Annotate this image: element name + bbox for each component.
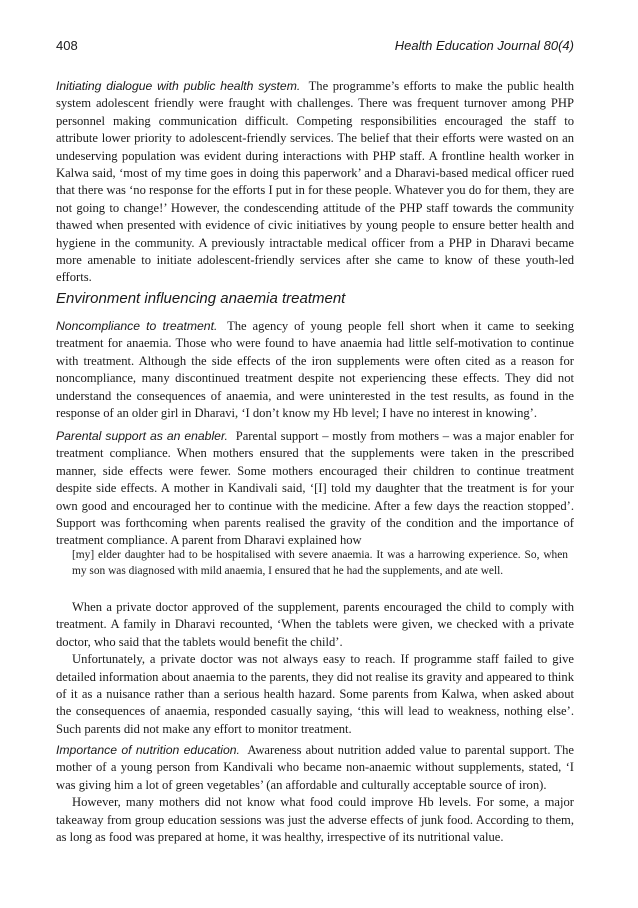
parental-block [56,428,574,550]
private-doctor-paragraph: When a private doctor approved of the supplement, parents encouraged the child to comply with treatment. A family in Dharavi recounted, ‘When the tablets were given, we checked with a private doctor, who said that the tablets would benefit the child’. [56,600,574,649]
section-heading-environment: Environment influencing anaemia treatment [56,290,346,307]
dialogue-block [56,78,574,287]
block-quote: [my] elder daughter had to be hospitalised with severe anaemia. It was a harrowing experience. So, when my son was diagnosed with mild anaemia, I ensured that he had the supplements, and ate well. [72,549,568,578]
mothers-paragraph: However, many mothers did not know what food could improve Hb levels. For some, a major takeaway from group education sessions was just the adverse effects of junk food. According to them, as long as food was prepared at home, it was healthy, irrespective of its nutritional value. [56,795,574,845]
parental-paragraph [56,428,574,550]
noncompliance-paragraph [56,318,574,422]
journal-running-head: Health Education Journal 80(4) [394,38,574,53]
noncompliance-heading: Noncompliance to treatment. [56,319,218,333]
nutrition-heading: Importance of nutrition education. [56,743,240,757]
dialogue-heading: Initiating dialogue with public health system. [56,79,301,93]
nutrition-text: Awareness about nutrition added value to parental support. The mother of a young person from Kandivali who became non-anaemic without supplements, stated, ‘I was giving him a lot of green vegetables’ (an affordable and culturally acceptable source of iron). [56,743,574,792]
dialogue-paragraph [56,78,574,287]
parental-text: Parental support – mostly from mothers – was a major enabler for treatment compliance. When mothers ensured that the supplements were taken in the prescribed manner, side effects were fewer. Some mothers encouraged their children to continue treatment despite side effects. A mother in Kandivali said, ‘[I] told my daughter that the treatment is for your own good and encouraged her to continue with the medicine. After a few days the reaction stopped’. Support was forthcoming when parents realised the gravity of the condition and the importance of treatment compliance. A parent from Dharavi explained how [56,429,575,548]
nutrition-block [56,742,574,846]
nutrition-paragraph [56,742,574,794]
noncompliance-block [56,318,574,422]
dialogue-text: The programme’s efforts to make the public health system adolescent friendly were fraught with challenges. There was frequent turnover among PHP personnel making communication difficult. Competing responsibilities encouraged the staff to attribute lower priority to adolescent-friendly services. The belief that their efforts were wasted on an undeserving population was evident during interactions with PHP staff. A frontline health worker in Kalwa said, ‘most of my time goes in doing this paperwork’ and a Dharavi-based medical officer rued that there was ‘no response for the efforts I put in for these people. Whatever you do for them, they are not going to change!’ However, the condescending attitude of the PHP staff towards the community thawed when presented with evidence of civic initiatives by young people to ensure better health and hygiene in the community. A previously intractable medical officer from a PHP in Dharavi became more amenable to initiate adolescent-friendly services after she came to know of these youth-led efforts. [56,79,574,285]
noncompliance-text: The agency of young people fell short when it came to seeking treatment for anaemia. Those who were found to have anaemia had little self-motivation to continue with treatment. Although the side effects of the iron supplements were often cited as a reason for noncompliance, many discontinued treatment despite not experiencing these effects. They did not understand the consequences of anaemia, and were uninterested in the test results, as found in the response of an older girl in Dharavi, ‘I don’t know my Hb level; I have no interest in knowing’. [56,319,575,421]
parental-heading: Parental support as an enabler. [56,429,228,443]
parental-continuation [56,599,574,738]
unfortunately-paragraph: Unfortunately, a private doctor was not always easy to reach. If programme staff failed to give detailed information about anaemia to the parents, they did not realise its gravity and appeared to think of it as a nuisance rather than a serious health hazard. Some parents from Kalwa, when asked about the consequences of anaemia, responded casually saying, ‘this will lead to weakness, nothing else’. Such parents did not make any effort to monitor treatment. [56,652,574,736]
page-number: 408 [56,38,78,53]
